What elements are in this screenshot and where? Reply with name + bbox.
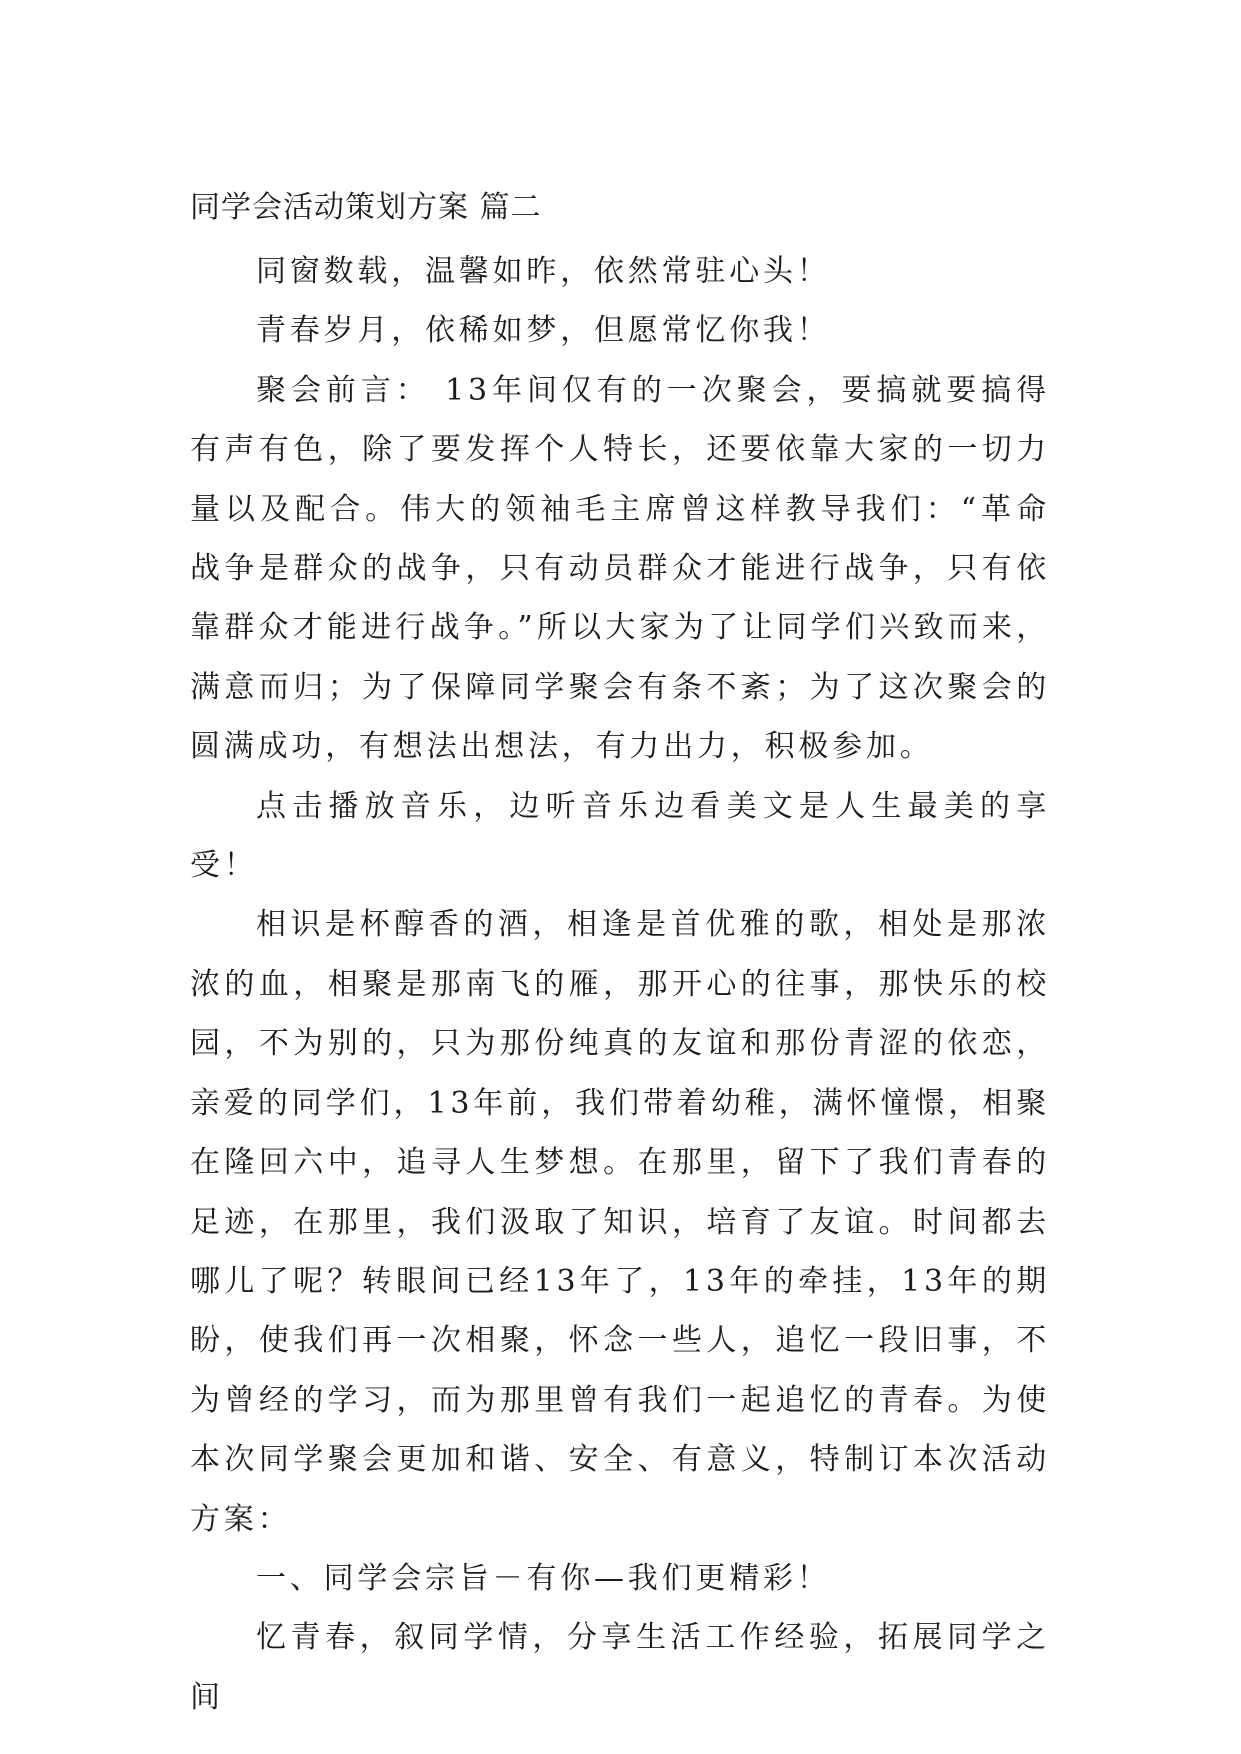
paragraph-greeting-1: 同窗数载，温馨如昨，依然常驻心头！: [256, 254, 831, 289]
paragraph-preface: 聚会前言： 13年间仅有的一次聚会，要搞就要搞得有声有色，除了要发挥个人特长，还要依靠大家的一切力量以及配合。伟大的领袖毛主席曾这样教导我们：“革命战争是群众的战争，只有动员群众才能进行战争，只有依靠群众才能进行战争。”所以大家为了让同学们兴致而来，满意而归；为了保障同学聚会有条不紊；为了这次聚会的圆满成功，有想法出想法，有力出力，积极参加。: [190, 372, 1050, 765]
paragraph-greeting-2: 青春岁月，依稀如梦，但愿常忆你我！: [256, 313, 831, 349]
paragraph-music-note: 点击播放音乐，边听音乐边看美文是人生最美的享受！: [190, 788, 1050, 884]
document-body: [190, 186, 1050, 1727]
document-title: 同学会活动策划方案 篇二: [190, 190, 542, 225]
paragraph-introduction: 相识是杯醇香的酒，相逢是首优雅的歌，相处是那浓浓的血，相聚是那南飞的雁，那开心的往事，那快乐的校园，不为别的，只为那份纯真的友谊和那份青涩的依恋，亲爱的同学们，13年前，我们带着幼稚，满怀憧憬，相聚在隆回六中，追寻人生梦想。在那里，留下了我们青春的足迹，在那里，我们汲取了知识，培育了友谊。时间都去哪儿了呢？转眼间已经13年了，13年的牵挂，13年的期盼，使我们再一次相聚，怀念一些人，追忆一段旧事，不为曾经的学习，而为那里曾有我们一起追忆的青春。为使本次同学聚会更加和谐、安全、有意义，特制订本次活动方案：: [190, 907, 1050, 1537]
section-heading-purpose: 一、同学会宗旨－有你—我们更精彩！: [256, 1560, 831, 1596]
paragraph-purpose-text: 忆青春，叙同学情，分享生活工作经验，拓展同学之间: [190, 1620, 1050, 1715]
